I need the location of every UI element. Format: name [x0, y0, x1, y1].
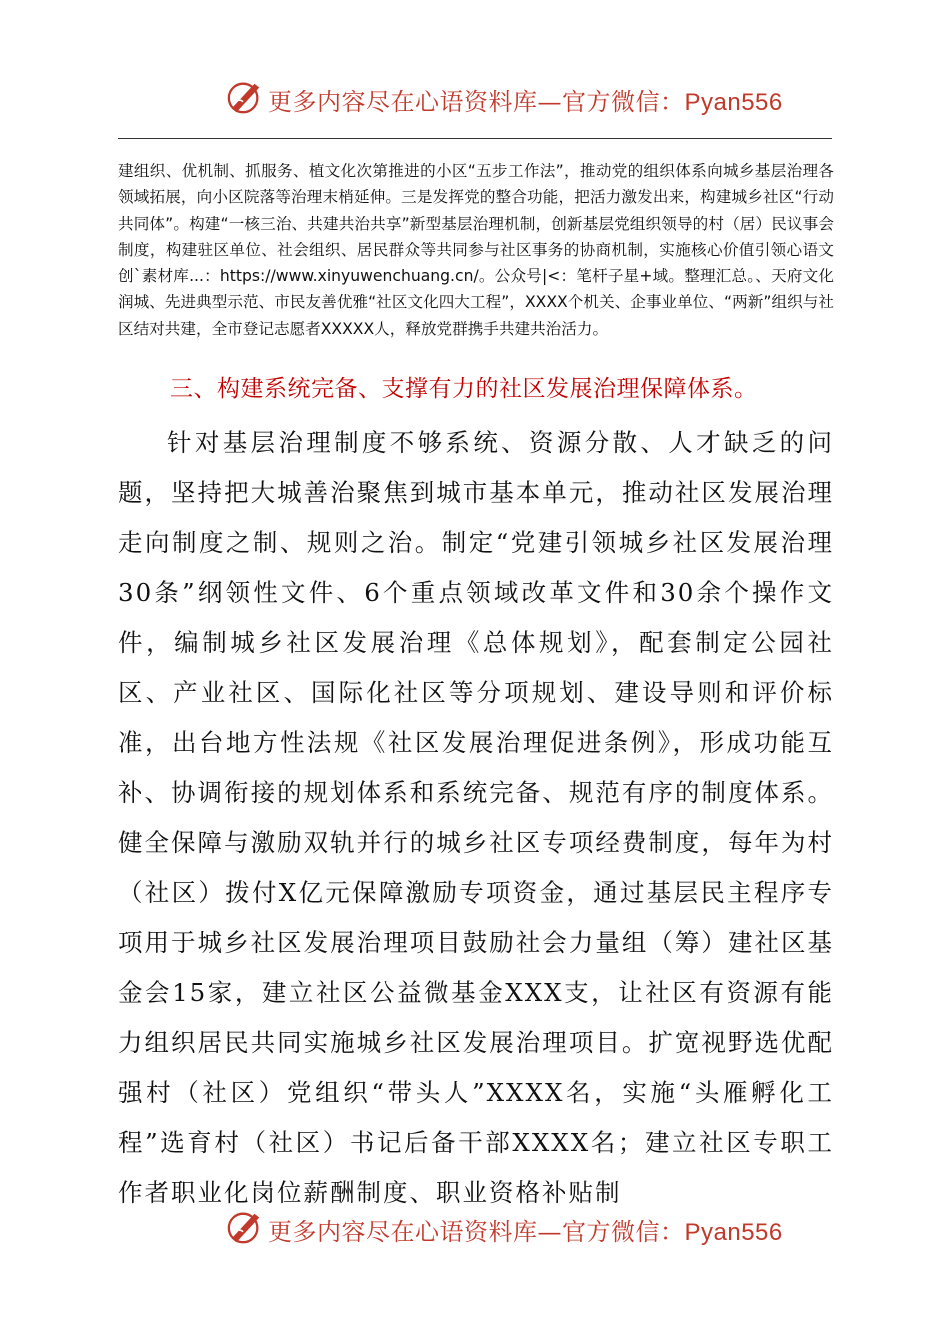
- small-paragraph: 建组织、优机制、抓服务、植文化次第推进的小区“五步工作法”，推动党的组织体系向城乡基层治理各领域拓展，向小区院落等治理末梢延伸。三是发挥党的整合功能，把活力激发出来，构建城乡社区“行动共同体”。构建“一核三治、共建共治共享”新型基层治理机制，创新基层党组织领导的村（居）民议事会制度，构建驻区单位、社会组织、居民群众等共同参与社区事务的协商机制，实施核心价值引领心语文创`素材库...：https://www.xinyuwenchuang.cn/。公众号|<：笔杆子星+域。整理汇总。、天府文化润城、先进典型示范、市民友善优雅“社区文化四大工程”，XXXX个机关、企事业单位、“两新”组织与社区结对共建，全市登记志愿者XXXXX人，释放党群携手共建共治活力。: [118, 162, 834, 338]
- footer-banner: [0, 1204, 950, 1256]
- header-banner-label: 更多内容尽在心语资料库—官方微信：: [268, 88, 685, 116]
- body-text-section: [118, 418, 834, 1218]
- small-text-section: [118, 158, 834, 342]
- header-banner: [0, 74, 950, 126]
- footer-banner-label: 更多内容尽在心语资料库—官方微信：: [268, 1218, 685, 1246]
- body-paragraph: 针对基层治理制度不够系统、资源分散、人才缺乏的问题，坚持把大城善治聚焦到城市基本单元，推动社区发展治理走向制度之制、规则之治。制定“党建引领城乡社区发展治理30条”纲领性文件、6个重点领域改革文件和30余个操作文件，编制城乡社区发展治理《总体规划》，配套制定公园社区、产业社区、国际化社区等分项规划、建设导则和评价标准，出台地方性法规《社区发展治理促进条例》，形成功能互补、协调衔接的规划体系和系统完备、规范有序的制度体系。健全保障与激励双轨并行的城乡社区专项经费制度，每年为村（社区）拨付X亿元保障激励专项资金，通过基层民主程序专项用于城乡社区发展治理项目鼓励社会力量组（筹）建社区基金会15家，建立社区公益微基金XXX支，让社区有资源有能力组织居民共同实施城乡社区发展治理项目。扩宽视野选优配强村（社区）党组织“带头人”XXXX名，实施“头雁孵化工程”选育村（社区）书记后备干部XXXX名；建立社区专职工作者职业化岗位薪酬制度、职业资格补贴制: [118, 428, 834, 1207]
- pen-logo-icon: [226, 1208, 264, 1246]
- header-wechat-id: Pyan556: [684, 89, 783, 116]
- section-heading: 三、构建系统完备、支撑有力的社区发展治理保障体系。: [170, 376, 758, 402]
- header-divider: [118, 138, 832, 139]
- header-banner-text: [268, 82, 783, 117]
- pen-logo-icon: [226, 78, 264, 116]
- footer-banner-text: [268, 1212, 783, 1247]
- footer-wechat-id: Pyan556: [684, 1219, 783, 1246]
